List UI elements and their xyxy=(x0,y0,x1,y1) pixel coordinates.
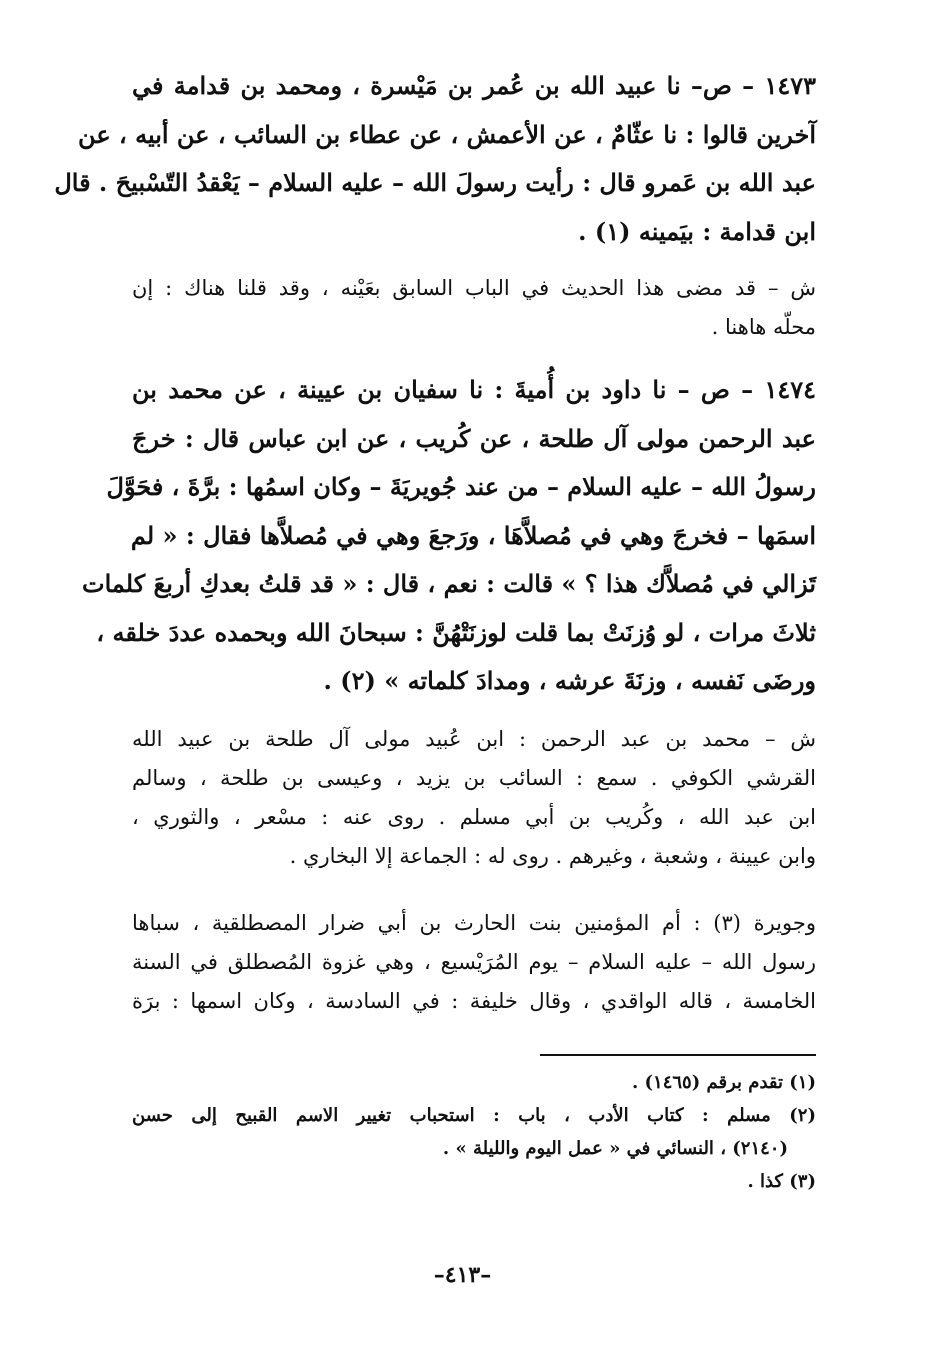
text-line: ١٤٧٤ – ص – نا داود بن أُميةَ : نا سفيان بن عيينة ، عن محمد بن xyxy=(132,375,816,404)
text-line: رسولُ الله – عليه السلام – من عند جُويريَةَ – وكان اسمُها : برَّةَ ، فحَوَّلَ xyxy=(106,472,816,501)
text-line: ش – محمد بن عبد الرحمن : ابن عُبيد مولى آل طلحة بن عبيد الله xyxy=(132,727,816,751)
text-line: رسول الله – عليه السلام – يوم المُرَيْسيع ، وهي غزوة المُصطلق في السنة xyxy=(132,950,816,974)
text-line: اسمَها – فخرجَ وهي في مُصلاَّهَا ، ورَجعَ وهي في مُصلاَّها فقال : « لم xyxy=(130,520,816,550)
footnote-1: (١) تقدم برقم (١٤٦٥) . xyxy=(631,1072,816,1093)
text-line: عبد الله بن عَمرو قال : رأيت رسولَ الله – عليه السلام – يَعْقدُ التّسْبيحَ . قال xyxy=(54,168,816,197)
text-line: الخامسة ، قاله الواقدي ، وقال خليفة : في السادسة ، وكان اسمها : برَة xyxy=(132,989,816,1013)
juwayriya-paragraph xyxy=(132,904,816,1021)
hadith-1473-paragraph xyxy=(54,62,816,256)
hadith-1474-paragraph xyxy=(82,366,816,706)
text-line: عبد الرحمن مولى آل طلحة ، عن كُريب ، عن ابن عباس قال : خرجَ xyxy=(132,423,816,453)
footnote-2: (٢) مسلم : كتاب الأدب ، باب : استحباب تغيير الاسم القبيح إلى حسن xyxy=(132,1105,816,1126)
text-line: ش – قد مضى هذا الحديث في الباب السابق بعَيْنه ، وقد قلنا هناك : إن xyxy=(132,276,816,300)
commentary-1473-paragraph xyxy=(132,269,816,347)
text-line: وجويرة (٣) : أم المؤمنين بنت الحارث بن أبي ضرار المصطلقية ، سباها xyxy=(132,911,816,935)
page-number: –٤١٣– xyxy=(433,1262,492,1288)
text-line: ثلاثَ مرات ، لو وُزنَتْ بما قلت لوزنَتْهُنَّ : سبحانَ الله وبحمده عددَ خلقه ، xyxy=(96,617,816,647)
text-line: ١٤٧٣ – ص– نا عبيد الله بن عُمر بن مَيْسرة ، ومحمد بن قدامة في xyxy=(132,71,816,100)
footnote-2-continuation: (٢١٤٠) ، النسائي في « عمل اليوم والليلة » . xyxy=(442,1138,788,1159)
text-line: ابن قدامة : بيَمينه (١) . xyxy=(578,216,816,246)
commentary-1474-paragraph xyxy=(132,720,816,876)
footnotes xyxy=(132,1066,816,1198)
text-line: القرشي الكوفي . سمع : السائب بن يزيد ، وعيسى بن طلحة ، وسالم xyxy=(132,766,816,790)
text-line: ورضَى نَفسه ، وزنَةَ عرشه ، ومدادَ كلماته » (٢) . xyxy=(323,666,816,695)
text-line: آخرين قالوا : نا عثّامٌ ، عن الأعمش ، عن عطاء بن السائب ، عن أبيه ، عن xyxy=(78,119,816,149)
text-line: ابن عبد الله ، وكُريب بن أبي مسلم . روى عنه : مسْعر ، والثوري ، xyxy=(132,805,816,829)
text-line: وابن عيينة ، وشعبة ، وغيرهم . روى له : الجماعة إلا البخاري . xyxy=(289,844,816,868)
footnote-3: (٣) كذا . xyxy=(747,1171,816,1192)
text-line: محلّه هاهنا . xyxy=(711,315,816,339)
text-line: تَزالي في مُصلاَّك هذا ؟ » قالت : نعم ، قال : « قد قلتُ بعدكِ أربعَ كلمات xyxy=(82,569,816,598)
footnote-separator xyxy=(540,1054,816,1056)
